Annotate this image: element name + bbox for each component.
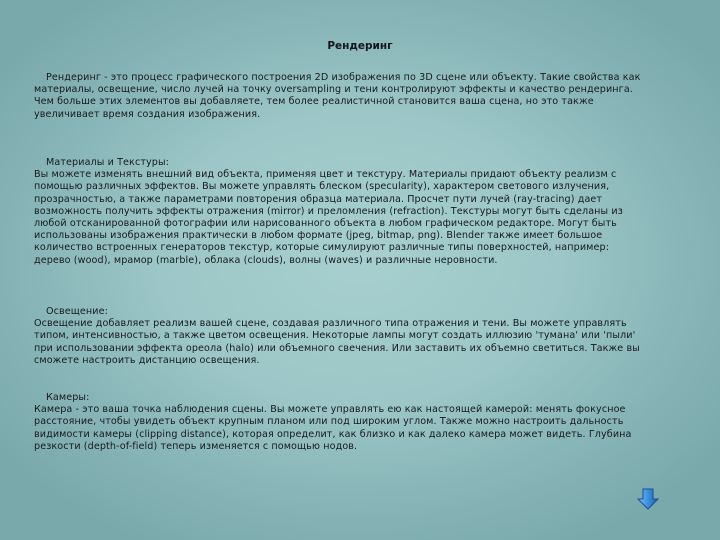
slide-title: Рендеринг (327, 40, 393, 52)
arrow-down-icon (637, 488, 659, 510)
lighting-body: Освещение добавляет реализм вашей сцене, создавая различного типа отражения и тени. Вы можете управлять типом, интенсивностью, а также цветом освещения. Некоторые лампы могут создать иллюзию 'тумана' или 'пыли' при использовании эффекта ореола (halo) или объемного свечения. Или заставить их объемно светиться. Также вы сможете настроить дистанцию освещения. (34, 318, 640, 366)
materials-body: Вы можете изменять внешний вид объекта, применяя цвет и текстуру. Материалы придают объекту реализм с помощью различных эффектов. Вы можете управлять блеском (specularity), характером светового излучения, прозрачностью, а также параметрами повторения образца материала. Просчет пути лучей (ray-tracing) дает возможность получить эффекты отражения (mirror) и преломления (refraction). Текстуры могут быть сделаны из любой отсканированной фотографии или нарисованного объекта в любом графическом редакторе. Могут быть использованы изображения практически в любом формате (jpeg, bitmap, png). Blender также имеет большое количество встроенных генераторов текстур, которые симулируют различные типы поверхностей, например: дерево (wood), мрамор (marble), облака (clouds), волны (waves) и различные неровности. (34, 169, 623, 266)
materials-heading: Материалы и Текстуры: (46, 157, 169, 168)
lighting-section (34, 306, 644, 367)
materials-section (34, 157, 644, 267)
lighting-heading: Освещение: (46, 306, 108, 317)
camera-section (34, 392, 644, 453)
camera-heading: Камеры: (46, 392, 90, 403)
next-slide-button[interactable] (637, 488, 659, 510)
intro-paragraph: Рендеринг - это процесс графического построения 2D изображения по 3D сцене или объекту. Такие свойства как материалы, освещение, число лучей на точку oversampling и тени контролируют эффекты и качество рендеринга. Чем больше этих элементов вы добавляете, тем более реалистичной становится ваша сцена, но это также увеличивает время создания изображения. (34, 72, 641, 120)
camera-body: Камера - это ваша точка наблюдения сцены. Вы можете управлять ею как настоящей камерой: менять фокусное расстояние, чтобы увидеть объект крупным планом или под широким углом. Также можно настроить дальность видимости камеры (clipping distance), которая определит, как близко и как далеко камера может видеть. Глубина резкости (depth-of-field) теперь изменяется с помощью нодов. (34, 404, 632, 452)
